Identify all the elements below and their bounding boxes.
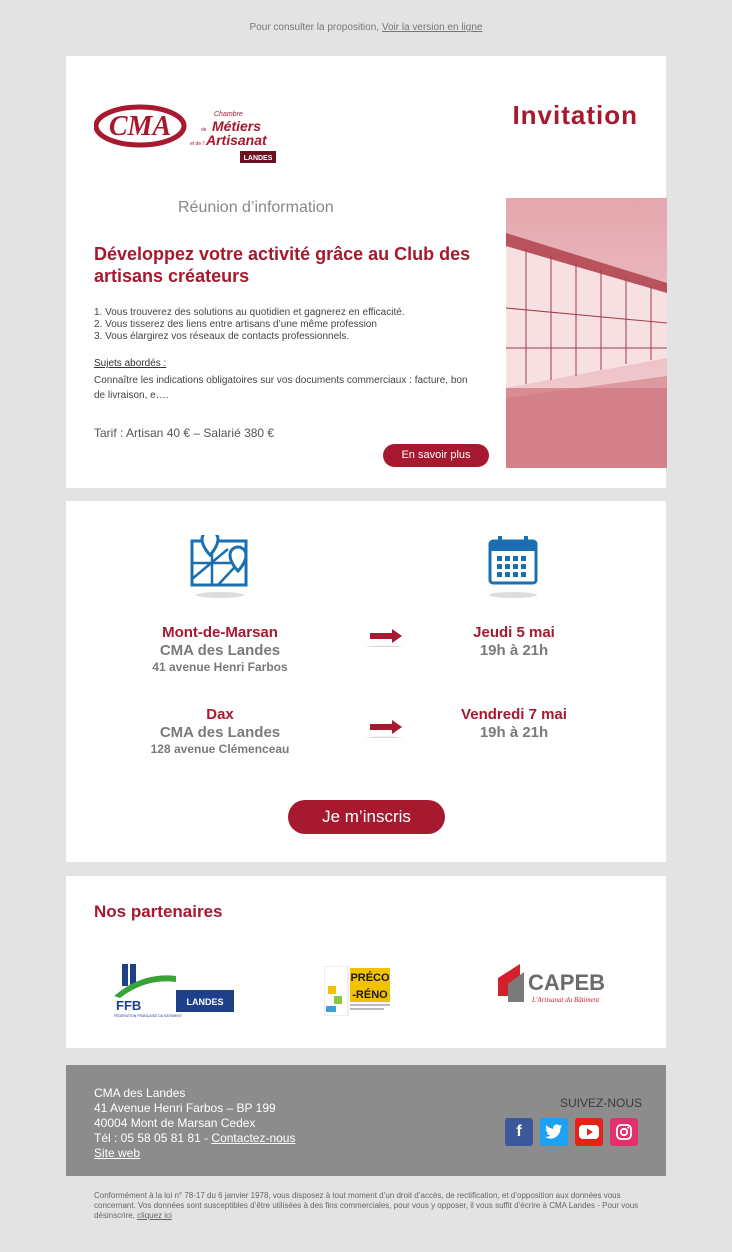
footer-phone: Tél : 05 58 05 81 81 -: [94, 1131, 212, 1145]
calendar-icon: [484, 535, 546, 605]
logo-line2: Métiers: [212, 118, 262, 134]
ffb-region: LANDES: [186, 997, 224, 1007]
capeb-name: CAPEB: [528, 970, 606, 995]
event-org: CMA des Landes: [159, 642, 281, 659]
logo-badge: LANDES: [243, 155, 273, 162]
event-day: Vendredi 7 mai: [461, 706, 567, 723]
footer-contact: [94, 1086, 295, 1161]
event-city: Mont-de-Marsan: [162, 624, 278, 641]
benefit-item: 1. Vous trouverez des solutions au quotidien et gagnerez en efficacité.: [94, 307, 405, 318]
event-org: CMA des Landes: [159, 724, 281, 741]
events-card: [66, 501, 666, 862]
footer-street: 41 Avenue Henri Farbos – BP 199: [94, 1101, 276, 1115]
preco-reno-logo[interactable]: [324, 966, 392, 1016]
logo-line1: Chambre: [214, 111, 243, 118]
hero-card: [66, 56, 666, 488]
logo-small2: et de l': [190, 141, 205, 147]
logo-line3: Artisanat: [206, 132, 267, 148]
unsubscribe-link[interactable]: cliquez ici: [137, 1211, 172, 1220]
preco-line1: PRÉCO: [350, 972, 390, 984]
footer-city: 40004 Mont de Marsan Cedex: [94, 1116, 256, 1130]
contact-link[interactable]: Contactez-nous: [211, 1131, 296, 1145]
legal-notice: [94, 1191, 639, 1221]
event-address: 128 avenue Clémenceau: [150, 742, 290, 756]
arrow-right-icon: [366, 716, 406, 738]
learn-more-button[interactable]: En savoir plus: [383, 444, 489, 467]
footer: [66, 1065, 666, 1176]
social-links: [505, 1118, 638, 1146]
footer-org: CMA des Landes: [94, 1086, 186, 1100]
headline: Développez votre activité grâce au Club des artisans créateurs: [94, 244, 471, 286]
event-location: [120, 706, 320, 757]
website-link[interactable]: Site web: [94, 1146, 141, 1160]
register-button[interactable]: Je m’inscris: [288, 800, 445, 834]
subjects-text: Connaître les indications obligatoires sur vos documents commerciaux : facture, bon de livraison, e….: [94, 375, 468, 401]
capeb-logo[interactable]: [496, 958, 612, 1010]
preco-line2: -RÉNO: [352, 989, 388, 1001]
event-date: [414, 624, 614, 660]
follow-us-label: SUIVEZ-NOUS: [559, 1096, 642, 1110]
cma-logo: [94, 102, 284, 166]
logo-small1: de: [201, 127, 207, 133]
benefit-item: 3. Vous élargirez vos réseaux de contacts professionnels.: [94, 331, 350, 342]
partners-title: Nos partenaires: [94, 902, 223, 921]
arrow-right-icon: [366, 625, 406, 647]
capeb-tagline: L'Artisanat du Bâtiment: [532, 996, 600, 1004]
map-icon: [188, 535, 250, 605]
facebook-icon[interactable]: f: [505, 1118, 533, 1146]
subjects-title: Sujets abordés :: [94, 358, 167, 369]
meeting-subtitle: Réunion d’information: [178, 199, 334, 216]
legal-text: Conformément à la loi n° 78-17 du 6 janvier 1978, vous disposez à tout moment d’un droit d’accès, de rectification, et d’opposition aux données vous concernant. Vos données sont susceptibles d’être utilisées à des fins commerciales, pour vous y opposer, il vous suffit d’écrire à CMA Landes - Pour vous désinscrire,: [94, 1191, 639, 1220]
event-day: Jeudi 5 mai: [473, 624, 555, 641]
event-address: 41 avenue Henri Farbos: [152, 660, 288, 674]
event-location: [120, 624, 320, 675]
ffb-name: FFB: [116, 998, 142, 1013]
instagram-icon[interactable]: [610, 1118, 638, 1146]
partners-card: [66, 876, 666, 1048]
ffb-caption: FÉDÉRATION FRANÇAISE DU BÂTIMENT: [114, 1014, 182, 1018]
benefit-item: 2. Vous tisserez des liens entre artisans d’une même profession: [94, 319, 377, 330]
price-info: Tarif : Artisan 40 € – Salarié 380 €: [94, 426, 275, 440]
event-time: 19h à 21h: [479, 642, 549, 659]
invitation-title: Invitation: [512, 100, 638, 130]
preheader: [0, 22, 732, 33]
preheader-text: Pour consulter la proposition,: [249, 22, 380, 33]
online-version-link[interactable]: Voir la version en ligne: [381, 22, 483, 33]
logo-mark: CMA: [108, 111, 172, 142]
twitter-icon[interactable]: [540, 1118, 568, 1146]
youtube-icon[interactable]: [575, 1118, 603, 1146]
benefits-list: [94, 307, 405, 343]
event-date: [414, 706, 614, 742]
footer-phone-line: [94, 1131, 295, 1146]
building-photo: [506, 198, 667, 468]
event-city: Dax: [206, 706, 234, 723]
event-time: 19h à 21h: [479, 724, 549, 741]
ffb-logo[interactable]: [112, 962, 236, 1018]
